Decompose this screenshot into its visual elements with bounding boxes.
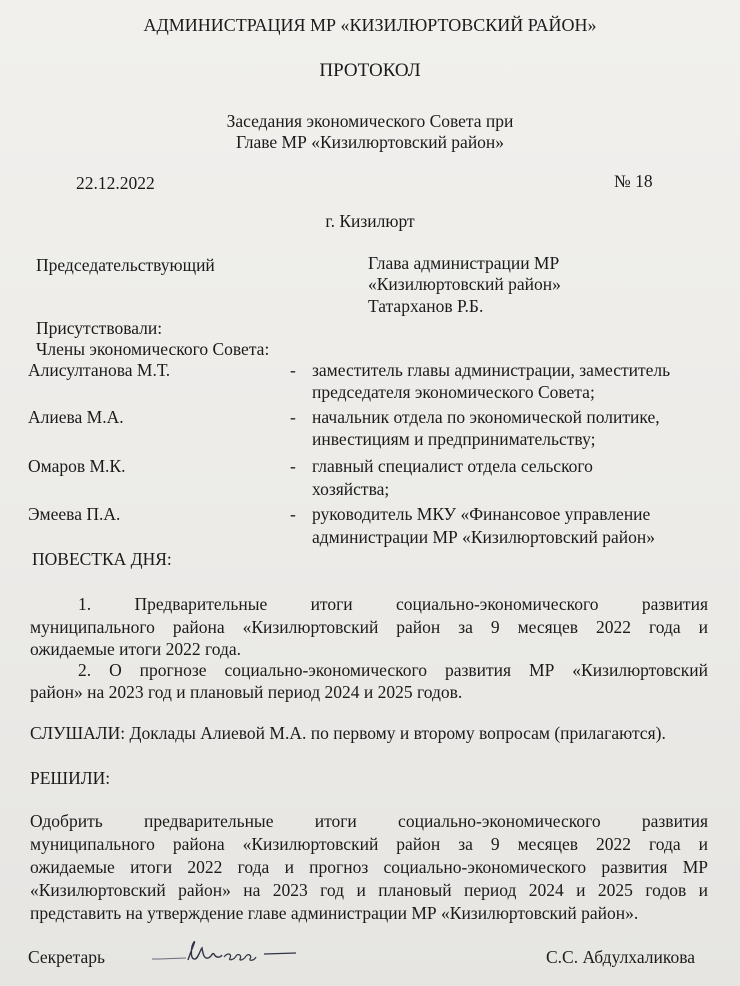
- member-role-line-1: заместитель главы администрации, заместитель: [312, 360, 671, 380]
- protocol-number: № 18: [614, 171, 653, 191]
- member-role-line-2: инвестициям и предпринимательству;: [312, 429, 596, 449]
- member-role-line-2: администрации МР «Кизилюртовский район»: [312, 527, 655, 547]
- member-dash: -: [290, 504, 296, 524]
- agenda-item-2-line-2: район» на 2023 год и плановый период 2024 и 2025 годов.: [30, 682, 463, 702]
- member-role-line-2: председателя экономического Совета;: [312, 382, 595, 402]
- member-name: Алисултанова М.Т.: [28, 360, 171, 380]
- handwritten-signature: [150, 932, 300, 972]
- member-dash: -: [290, 360, 296, 380]
- decision-line-4: «Кизилюртовский район» на 2023 год и плановый период 2024 и 2025 годов и: [30, 880, 708, 900]
- member-name: Алиева М.А.: [28, 407, 124, 427]
- chair-name: Татарханов Р.Б.: [368, 296, 484, 316]
- agenda-heading: ПОВЕСТКА ДНЯ:: [32, 549, 172, 569]
- member-role-line-1: руководитель МКУ «Финансовое управление: [312, 504, 651, 524]
- member-role-line-1: главный специалист отдела сельского: [312, 456, 593, 476]
- heard-statement: СЛУШАЛИ: Доклады Алиевой М.А. по первому и второму вопросам (прилагаются).: [30, 723, 666, 743]
- agenda-item-1-line-2: муниципального района «Кизилюртовский район за 9 месяцев 2022 года и: [30, 617, 708, 637]
- member-name: Эмеева П.А.: [28, 504, 121, 524]
- agenda-item-1-line-1: 1. Предварительные итоги социально-экономического развития: [78, 594, 708, 614]
- decision-line-3: ожидаемые итоги 2022 года и прогноз социально-экономического развития МР: [30, 857, 708, 877]
- document-type: ПРОТОКОЛ: [319, 60, 421, 81]
- member-role-line-2: хозяйства;: [312, 479, 390, 499]
- city: г. Кизилюрт: [325, 211, 415, 231]
- member-dash: -: [290, 456, 296, 476]
- subtitle-line-2: Главе МР «Кизилюртовский район»: [235, 132, 505, 152]
- organization-title: АДМИНИСТРАЦИЯ МР «КИЗИЛЮРТОВСКИЙ РАЙОН»: [143, 15, 597, 35]
- decision-line-1: Одобрить предварительные итоги социально-экономического развития: [30, 811, 708, 831]
- decision-line-5: представить на утверждение главе администрации МР «Кизилюртовский район».: [30, 903, 639, 923]
- subtitle-line-1: Заседания экономического Совета при: [226, 111, 514, 131]
- member-role-line-1: начальник отдела по экономической политике,: [312, 407, 660, 427]
- secretary-label: Секретарь: [28, 947, 106, 967]
- member-dash: -: [290, 407, 296, 427]
- agenda-item-2-line-1: 2. О прогнозе социально-экономического развития МР «Кизилюртовский: [78, 660, 708, 680]
- protocol-date: 22.12.2022: [76, 173, 155, 193]
- secretary-name: С.С. Абдулхаликова: [546, 947, 696, 967]
- member-name: Омаров М.К.: [28, 456, 126, 476]
- chair-label: Председательствующий: [36, 255, 215, 275]
- chair-position-line-1: Глава администрации МР: [368, 253, 560, 273]
- chair-position-line-2: «Кизилюртовский район»: [368, 274, 561, 294]
- decision-line-2: муниципального района «Кизилюртовский район за 9 месяцев 2022 года и: [30, 834, 708, 854]
- agenda-item-1-line-3: ожидаемые итоги 2022 года.: [30, 639, 242, 659]
- decided-heading: РЕШИЛИ:: [30, 768, 111, 788]
- attendees-label: Присутствовали:: [36, 318, 163, 338]
- council-members-label: Члены экономического Совета:: [36, 339, 270, 359]
